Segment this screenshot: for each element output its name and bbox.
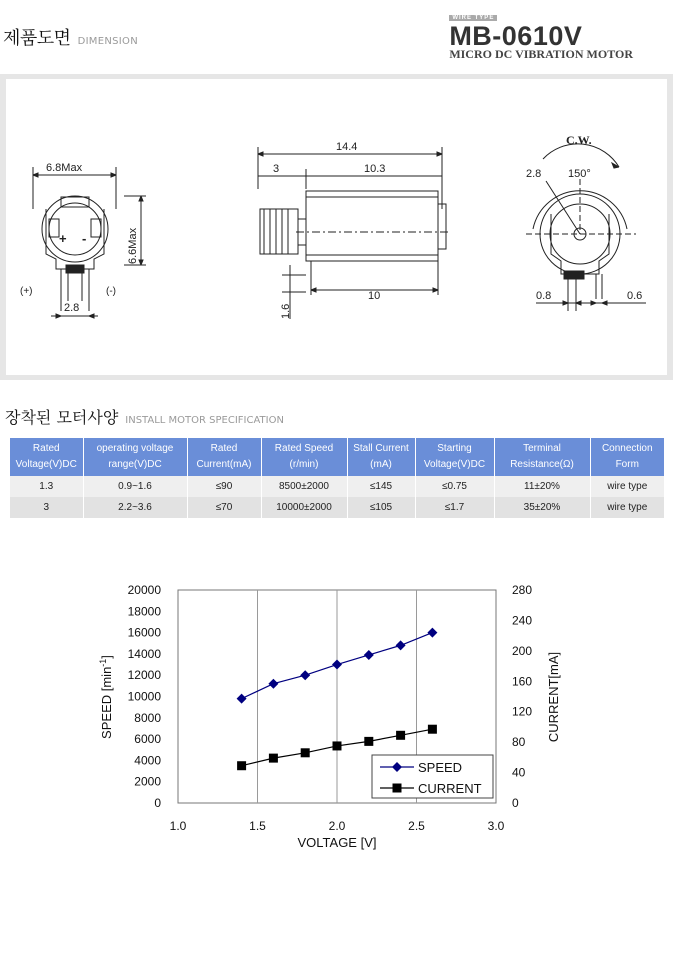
y-right-tick-label: 160 — [512, 674, 533, 689]
y-right-tick-label: 80 — [512, 735, 526, 750]
data-point-current — [333, 741, 342, 750]
install-spec-heading — [5, 405, 284, 428]
y-left-tick-label: 6000 — [134, 732, 161, 747]
left-axis-ticks — [128, 583, 162, 810]
table-header-row — [10, 438, 664, 476]
front-width-label: 6.8Max — [46, 162, 83, 174]
y-left-tick-label: 20000 — [127, 583, 161, 597]
y-right-tick-label: 200 — [512, 643, 533, 658]
data-point-current — [237, 761, 246, 770]
header-rated-voltage: Rated Voltage(V)DC — [10, 438, 83, 476]
chart-legend — [372, 755, 493, 798]
table-row — [10, 497, 664, 518]
y-left-tick-label: 4000 — [134, 753, 161, 768]
front-plus-sign: + — [59, 231, 67, 246]
y-left-axis-label — [98, 655, 114, 739]
x-axis-label: VOLTAGE [V] — [297, 835, 377, 850]
header-rated-current: Rated Current(mA) — [187, 438, 261, 476]
table-cell: ≤1.7 — [415, 497, 494, 518]
spec-table — [10, 438, 664, 518]
side-part-b-label: 10.3 — [364, 163, 386, 175]
table-row — [10, 476, 664, 497]
data-point-current — [396, 731, 405, 740]
y-left-tick-label: 16000 — [127, 625, 161, 640]
dimension-title-ko: 제품도면 — [3, 28, 71, 49]
legend-label-current: CURRENT — [418, 781, 482, 796]
side-bottom-label: 10 — [368, 290, 381, 302]
y-right-tick-label: 280 — [512, 583, 533, 597]
y-right-axis-label: CURRENT[mA] — [546, 651, 561, 743]
front-plus-label: (+) — [20, 286, 33, 297]
x-tick-label: 3.0 — [487, 819, 505, 833]
table-cell: wire type — [590, 476, 664, 497]
y-left-tick-label: 18000 — [127, 604, 161, 619]
header-starting-voltage: Starting Voltage(V)DC — [415, 438, 494, 476]
table-cell: ≤90 — [187, 476, 261, 497]
model-name: MB-0610V — [449, 21, 583, 51]
y-right-tick-label: 120 — [512, 704, 533, 719]
table-cell: ≤145 — [347, 476, 415, 497]
y-left-tick-label: 14000 — [127, 646, 161, 661]
data-point-current — [428, 725, 437, 734]
header-operating-range: operating voltage range(V)DC — [83, 438, 187, 476]
back-view — [526, 133, 646, 311]
y-left-tick-label: 0 — [154, 796, 161, 810]
table-cell: 1.3 — [10, 476, 83, 497]
legend-label-speed: SPEED — [418, 760, 463, 775]
y-left-label-sup: -1 — [98, 658, 108, 667]
side-part-a-label: 3 — [273, 163, 280, 175]
rotation-label: C.W. — [566, 133, 592, 147]
header-terminal-resistance: Terminal Resistance(Ω) — [494, 438, 590, 476]
y-left-tick-label: 8000 — [134, 710, 161, 725]
dimension-title-en: DIMENSION — [77, 36, 138, 47]
performance-chart — [0, 560, 673, 860]
side-total-label: 14.4 — [336, 141, 358, 153]
table-cell: 11±20% — [494, 476, 590, 497]
wire-type-tag: WIRE TYPE — [449, 15, 497, 21]
table-cell: ≤70 — [187, 497, 261, 518]
dimension-drawing-svg — [6, 79, 667, 375]
back-left-pin-label: 0.8 — [536, 290, 552, 302]
data-point-current — [301, 748, 310, 757]
front-minus-sign: - — [82, 231, 87, 246]
x-tick-label: 2.5 — [408, 819, 425, 833]
x-tick-label: 1.5 — [249, 819, 266, 833]
table-cell: 0.9~1.6 — [83, 476, 187, 497]
data-point-current — [269, 754, 278, 763]
back-angle-label: 150° — [568, 168, 591, 180]
y-left-label-end: ] — [99, 655, 114, 659]
y-left-label-main: SPEED [min — [99, 666, 114, 739]
x-tick-label: 2.0 — [328, 819, 346, 833]
table-cell: ≤0.75 — [415, 476, 494, 497]
table-cell: 35±20% — [494, 497, 590, 518]
install-title-en: INSTALL MOTOR SPECIFICATION — [125, 415, 284, 426]
install-title-ko: 장착된 모터사양 — [5, 408, 119, 427]
x-axis-ticks — [170, 819, 505, 833]
front-pin-label: 2.8 — [64, 302, 80, 314]
performance-chart-svg — [0, 560, 673, 860]
dimension-drawing-frame — [0, 74, 673, 380]
side-view — [258, 141, 451, 319]
y-left-tick-label: 2000 — [134, 774, 161, 789]
right-axis-ticks — [512, 583, 532, 810]
side-offset-label: 1.6 — [280, 303, 292, 319]
front-height-label: 6.6Max — [127, 227, 139, 264]
table-cell: 10000±2000 — [261, 497, 347, 518]
y-left-tick-label: 10000 — [127, 689, 161, 704]
y-left-tick-label: 12000 — [127, 668, 161, 683]
header-stall-current: Stall Current (mA) — [347, 438, 415, 476]
legend-marker-current — [393, 784, 402, 793]
table-cell: 2.2~3.6 — [83, 497, 187, 518]
header-connection-form: Connection Form — [590, 438, 664, 476]
header-rated-speed: Rated Speed (r/min) — [261, 438, 347, 476]
table-cell: 8500±2000 — [261, 476, 347, 497]
y-right-tick-label: 0 — [512, 796, 519, 810]
back-right-pin-label: 0.6 — [627, 290, 643, 302]
table-cell: ≤105 — [347, 497, 415, 518]
product-brand — [449, 4, 633, 62]
back-radius-label: 2.8 — [526, 168, 542, 180]
y-right-tick-label: 40 — [512, 765, 526, 780]
dimension-heading — [3, 24, 138, 50]
data-point-current — [364, 737, 373, 746]
table-cell: 3 — [10, 497, 83, 518]
y-right-tick-label: 240 — [512, 613, 533, 628]
table-cell: wire type — [590, 497, 664, 518]
front-minus-label: (-) — [106, 286, 116, 297]
front-view — [20, 162, 146, 318]
dimension-drawing — [6, 79, 667, 375]
product-subtitle: MICRO DC VIBRATION MOTOR — [449, 47, 633, 61]
x-tick-label: 1.0 — [169, 819, 187, 833]
